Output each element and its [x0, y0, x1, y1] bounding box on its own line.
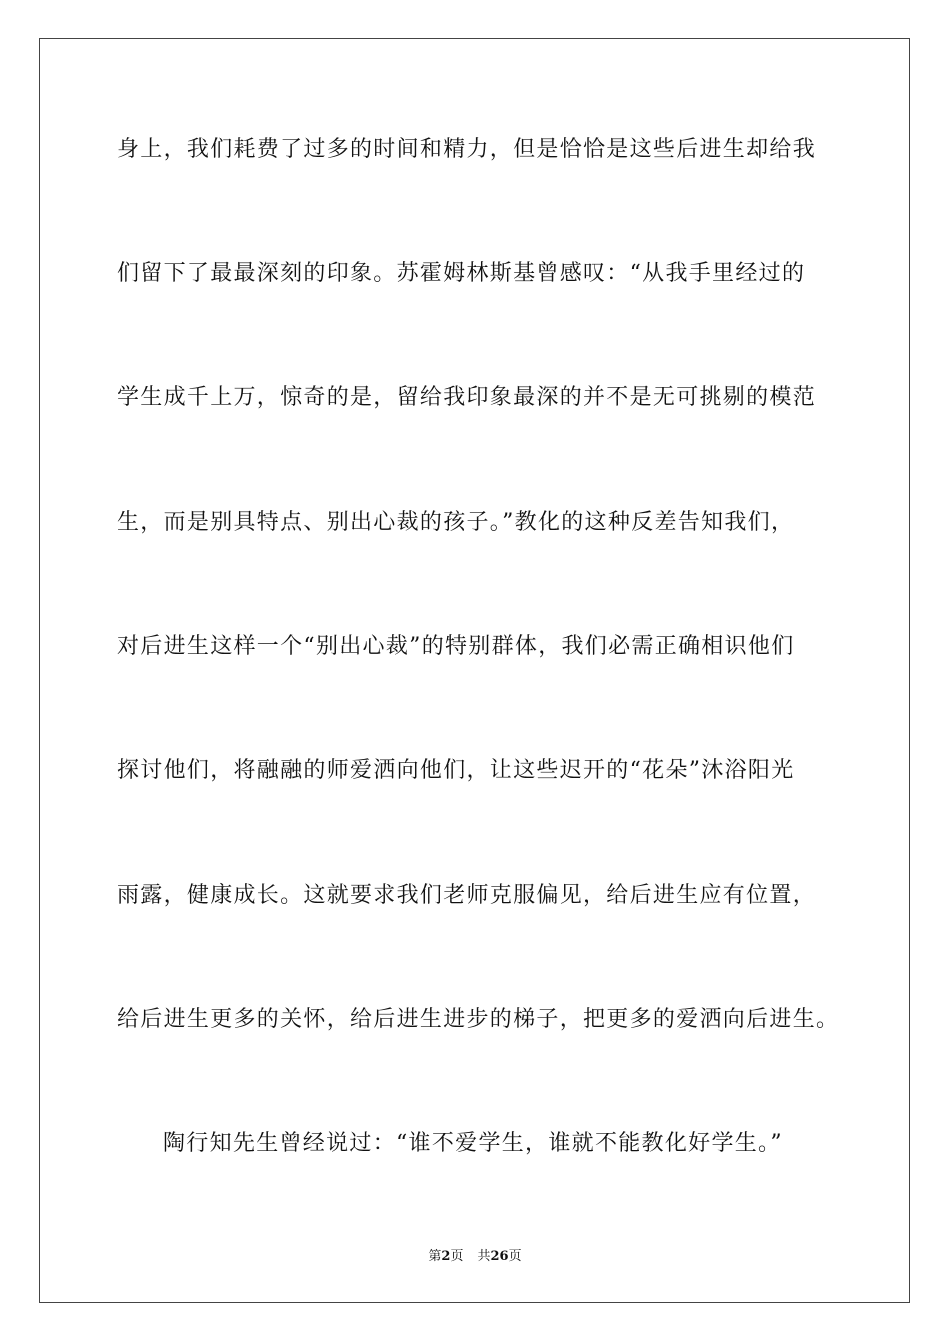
text-line: 们留下了最最深刻的印象。苏霍姆林斯基曾感叹：“从我手里经过的 [117, 261, 806, 286]
text-line: 雨露，健康成长。这就要求我们老师克服偏见，给后进生应有位置， [117, 883, 817, 908]
text-line: 探讨他们，将融融的师爱洒向他们，让这些迟开的“花朵”沐浴阳光 [117, 758, 795, 783]
page-border [39, 38, 910, 1303]
total-suffix: 页 [508, 1249, 522, 1264]
total-prefix: 共 [477, 1249, 491, 1264]
text-line: 学生成千上万，惊奇的是，留给我印象最深的并不是无可挑剔的模范 [117, 385, 817, 410]
page-number: 2 [441, 1249, 451, 1264]
paragraph-first-line: 陶行知先生曾经说过：“谁不爱学生，谁就不能教化好学生。” [163, 1131, 783, 1156]
text-line: 给后进生更多的关怀，给后进生进步的梯子，把更多的爱洒向后进生。 [117, 1007, 840, 1032]
total-pages: 26 [490, 1249, 509, 1264]
page-footer [0, 1248, 950, 1266]
text-line: 对后进生这样一个“别出心裁”的特别群体，我们必需正确相识他们 [117, 634, 795, 659]
page-prefix: 第 [428, 1249, 442, 1264]
text-line: 身上，我们耗费了过多的时间和精力，但是恰恰是这些后进生却给我 [117, 137, 817, 162]
page-suffix: 页 [450, 1249, 464, 1264]
text-line: 生，而是别具特点、别出心裁的孩子。”教化的这种反差告知我们， [117, 510, 795, 535]
